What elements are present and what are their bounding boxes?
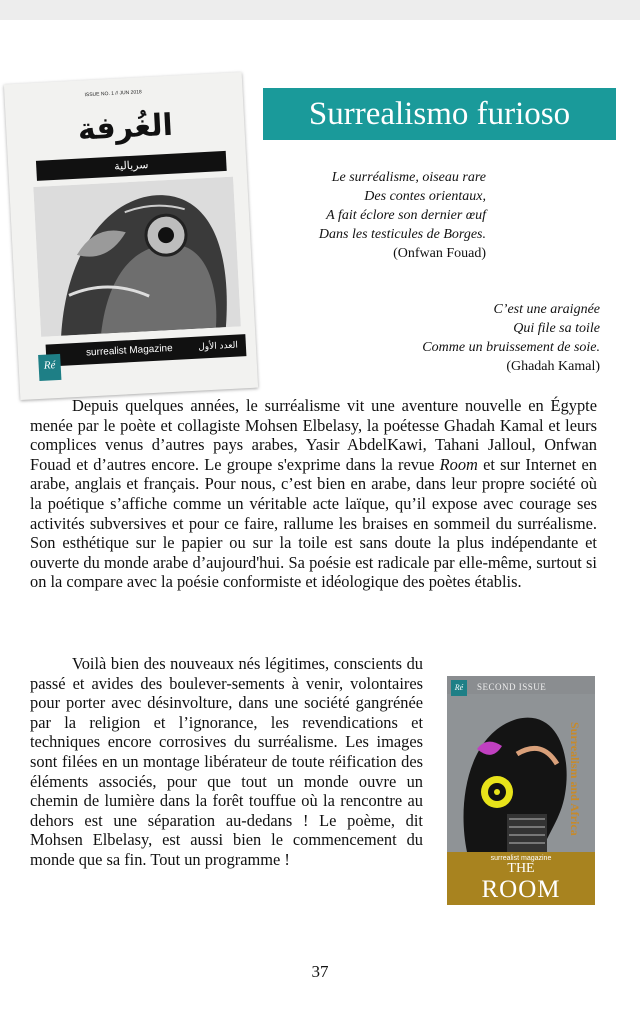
arabic-band: سريالية (36, 151, 227, 181)
poem-onfwan-fouad (186, 168, 486, 263)
magazine-band (46, 334, 247, 366)
poem-line: Le surréalisme, oiseau rare (331, 170, 486, 185)
poem-line: Dans les testicules de Borges. (318, 227, 486, 242)
top-bar (0, 0, 640, 20)
poem-line: Des contes orientaux, (364, 189, 486, 204)
arabic-issue-label: العدد الأول (197, 340, 239, 353)
magazine-cover-room-issue-2 (447, 676, 595, 905)
poem-line: A fait éclore son dernier œuf (326, 208, 486, 223)
re-logo: Ré (38, 354, 61, 381)
poem-author: (Ghadah Kamal) (506, 359, 600, 374)
poem-line: C’est une araignée (493, 302, 600, 317)
issue-label: SECOND ISSUE (477, 682, 547, 692)
issue-label: ISSUE NO. 1 // JUN 2018 (84, 89, 142, 99)
paragraph-2: Voilà bien des nouveaux nés légitimes, conscients du passé et avides des boulever-sements à venir, volontaires pour porter avec désinvolture, dans une société gangrénée par la religion et l’ignorance, les revendications et techniques encore corrosives du surréalisme. Les images sont filées en un montage libérateur de toute réification des éléments associés, pour que tout un monde ouvre un chemin de lumière dans la forêt touffue où la rencontre au dehors est une séparation au-dedans ! Le poème, dit Mohsen Elbelasy, est aussi bien le commencement du monde que sa fin. Tout un programme ! (30, 654, 423, 869)
page-number: 37 (311, 962, 329, 981)
poem-line: Comme un bruissement de soie. (422, 340, 600, 355)
arabic-title: الغُرفة (76, 107, 174, 148)
poem-ghadah-kamal (300, 300, 600, 376)
re-logo: Ré (451, 680, 467, 696)
cover-title-the: THE (507, 861, 535, 876)
cover-side-title: Surrealism and Africa (568, 722, 582, 836)
cover-bottom-band (447, 852, 595, 905)
paragraph-1: Depuis quelques années, le surréalisme vit une aventure nouvelle en Égypte menée par le poète et collagiste Mohsen Elbelasy, la poétesse Ghadah Kamal et leurs complices venus d’autres pays arabes, Yasir AbdelKawi, Tahani Jalloul, Onfwan Fouad et d’autres encore. Le groupe s'exprime dans la revue Room et sur Internet en arabe, anglais et français. Pour nous, c’est bien en arabe, dans leur propre société où la poétique s’affiche comme un véritable acte laïque, qu’il expose avec courage ses activités subversives et pour ce faire, rallume les braises en sommeil du surréalisme. Son esthétique sur le papier ou sur la toile est sans doute la plus indépendante et ouverte du monde arabe d’aujourd'hui. Sa poésie est radicale par elle-même, surtout si on la compare avec la poésie conformiste et idéologique des poètes établis. (30, 396, 598, 592)
article-title: Surrealismo furioso (263, 88, 616, 140)
cover-title-room: ROOM (481, 876, 561, 903)
magazine-label: surrealist Magazine (85, 342, 173, 359)
magazine-label: surrealist magazine (490, 855, 552, 862)
poem-author: (Onfwan Fouad) (393, 246, 486, 261)
poem-line: Qui file sa toile (513, 321, 600, 336)
magazine-name-room: Room (439, 454, 478, 474)
